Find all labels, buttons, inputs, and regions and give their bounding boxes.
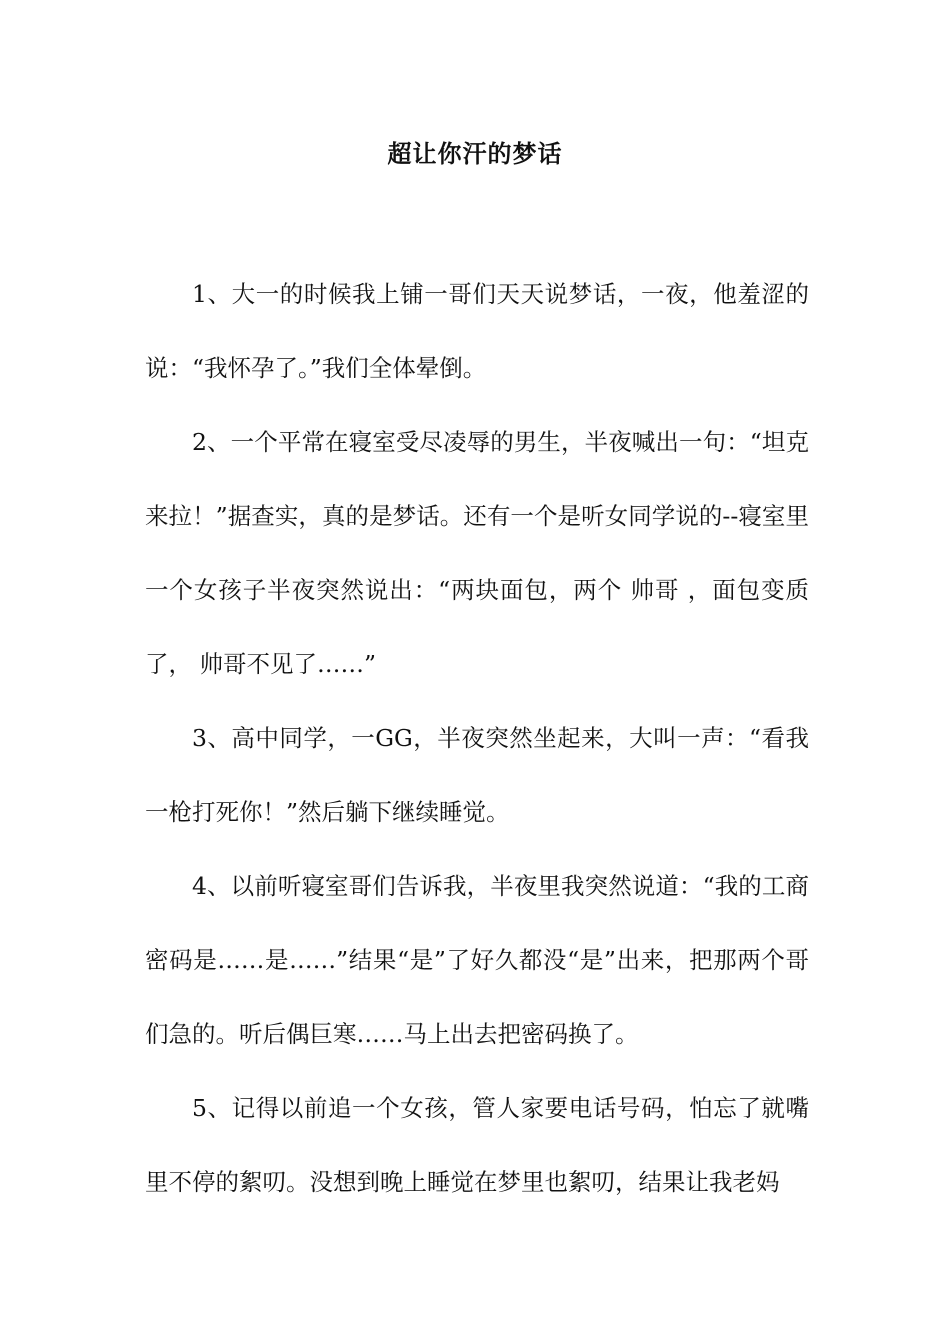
paragraph-2: 2、一个平常在寝室受尽凌辱的男生，半夜喊出一句：“坦克来拉！”据查实，真的是梦话。还有一个是听女同学说的--寝室里一个女孩子半夜突然说出：“两块面包，两个 帅哥 ，面包变质了， 帅哥不见了……” [145, 428, 809, 678]
paragraph-1: 1、大一的时候我上铺一哥们天天说梦话，一夜，他羞涩的说：“我怀孕了。”我们全体晕倒。 [145, 280, 809, 382]
document-title: 超让你汗的梦话 [387, 139, 563, 168]
paragraph-3: 3、高中同学，一GG，半夜突然坐起来，大叫一声：“看我一枪打死你！”然后躺下继续睡觉。 [145, 724, 809, 826]
paragraph-5: 5、记得以前追一个女孩，管人家要电话号码，怕忘了就嘴里不停的絮叨。没想到晚上睡觉在梦里也絮叨，结果让我老妈 [145, 1094, 809, 1196]
paragraph-4: 4、以前听寝室哥们告诉我，半夜里我突然说道：“我的工商密码是……是……”结果“是”了好久都没“是”出来，把那两个哥们急的。听后偶巨寒……马上出去把密码换了。 [145, 872, 809, 1048]
document-body [145, 257, 809, 1219]
